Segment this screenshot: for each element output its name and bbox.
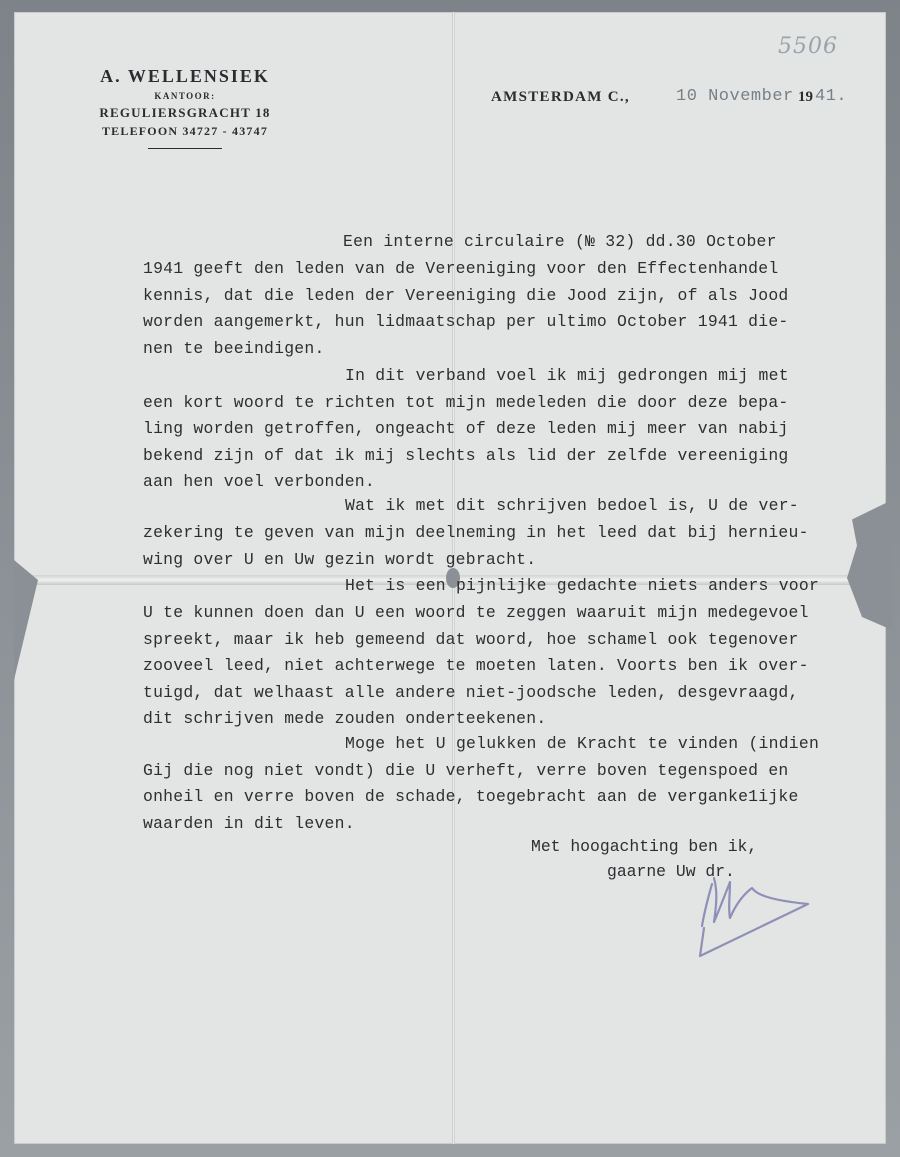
dateline-place: AMSTERDAM C.,: [491, 89, 630, 105]
body-line: Het is een pijnlijke gedachte niets anders voor: [345, 576, 820, 595]
body-line: Moge het U gelukken de Kracht te vinden (indien: [345, 734, 820, 753]
body-line: onheil en verre boven de schade, toegebracht aan de verganke1ijke: [143, 787, 799, 806]
letterhead-address: REGULIERSGRACHT 18: [99, 105, 271, 120]
body-line: dit schrijven mede zouden onderteekenen.: [143, 709, 547, 728]
body-line: 1941 geeft den leden van de Vereeniging voor den Effectenhandel: [143, 259, 779, 278]
body-line: bekend zijn of dat ik mij slechts als lid der zelfde vereeniging: [143, 446, 789, 465]
body-line: aan hen voel verbonden.: [143, 472, 375, 491]
body-line: Een interne circulaire (№ 32) dd.30 October: [343, 232, 777, 251]
letterhead-name: A. WELLENSIEK: [100, 66, 270, 86]
body-line: worden aangemerkt, hun lidmaatschap per ultimo October 1941 die-: [143, 312, 789, 331]
dateline-date: 10 November: [676, 87, 794, 106]
body-line: een kort woord te richten tot mijn medeleden die door deze bepa-: [143, 393, 789, 412]
signature-scribble: [690, 868, 820, 964]
dateline-year-printed: 19: [798, 89, 813, 105]
body-line: U te kunnen doen dan U een woord te zeggen waaruit mijn medegevoel: [143, 603, 809, 622]
body-line: Wat ik met dit schrijven bedoel is, U de ver-: [345, 496, 799, 515]
body-line: spreekt, maar ik heb gemeend dat woord, hoe schamel ook tegenover: [143, 630, 799, 649]
closing-line-1: Met hoogachting ben ik,: [531, 837, 758, 856]
body-line: tuigd, dat welhaast alle andere niet-joodsche leden, desgevraagd,: [143, 683, 799, 702]
body-line: zekering te geven van mijn deelneming in het leed dat bij hernieu-: [143, 523, 809, 542]
body-line: nen te beeindigen.: [143, 339, 325, 358]
reference-number: 5506: [778, 34, 838, 59]
body-line: zooveel leed, niet achterwege te moeten laten. Voorts ben ik over-: [143, 656, 809, 675]
letterhead-phone: TELEFOON 34727 - 43747: [101, 124, 269, 138]
body-line: ling worden getroffen, ongeacht of deze leden mij meer van nabij: [143, 419, 789, 438]
body-line: wing over U en Uw gezin wordt gebracht.: [143, 550, 537, 569]
body-line: In dit verband voel ik mij gedrongen mij met: [345, 366, 789, 385]
body-line: Gij die nog niet vondt) die U verheft, verre boven tegenspoed en: [143, 761, 789, 780]
dateline-year-typed: 41.: [815, 87, 848, 106]
body-line: waarden in dit leven.: [143, 814, 355, 833]
body-line: kennis, dat die leden der Vereeniging die Jood zijn, of als Jood: [143, 286, 789, 305]
closing-line-2: gaarne Uw dr.: [607, 862, 735, 881]
letterhead-kantoor: KANTOOR:: [154, 91, 216, 101]
